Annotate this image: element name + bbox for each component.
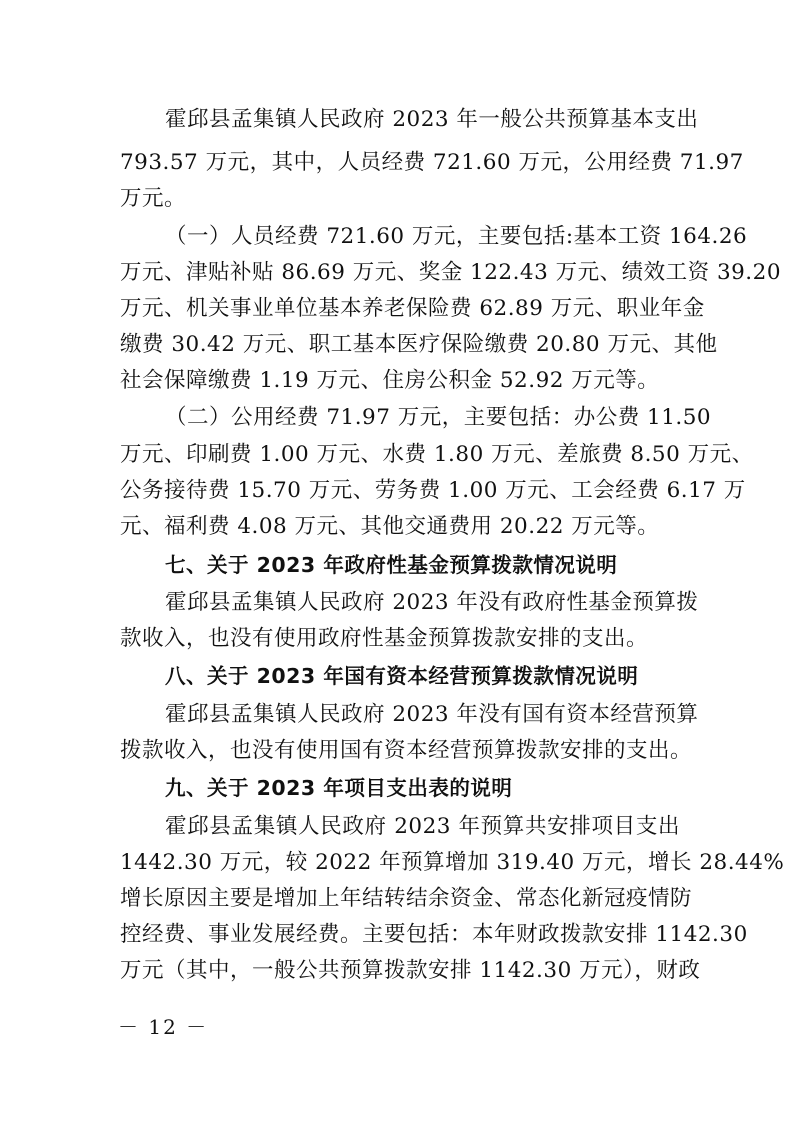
- paragraph-line: 霍邱县孟集镇人民政府 2023 年没有政府性基金预算拨: [165, 590, 699, 615]
- paragraph-line: 霍邱县孟集镇人民政府 2023 年一般公共预算基本支出: [165, 107, 699, 132]
- paragraph-line: 款收入，也没有使用政府性基金预算拨款安排的支出。: [120, 626, 649, 651]
- paragraph-line: 增长原因主要是增加上年结转结余资金、常态化新冠疫情防: [120, 886, 693, 911]
- paragraph-line: 社会保障缴费 1.19 万元、住房公积金 52.92 万元等。: [120, 368, 660, 393]
- paragraph-line: 霍邱县孟集镇人民政府 2023 年没有国有资本经营预算: [165, 702, 699, 727]
- paragraph-line: 万元、津贴补贴 86.69 万元、奖金 122.43 万元、绩效工资 39.20: [120, 260, 782, 285]
- paragraph-line: 拨款收入，也没有使用国有资本经营预算拨款安排的支出。: [120, 738, 693, 763]
- section-heading-7: 七、关于 2023 年政府性基金预算拨款情况说明: [165, 553, 618, 577]
- paragraph-line: 霍邱县孟集镇人民政府 2023 年预算共安排项目支出: [165, 814, 680, 839]
- paragraph-line: 控经费、事业发展经费。主要包括：本年财政拨款安排 1142.30: [120, 922, 748, 947]
- paragraph-line: 万元、印刷费 1.00 万元、水费 1.80 万元、差旅费 8.50 万元、: [120, 442, 754, 467]
- paragraph-line: 元、福利费 4.08 万元、其他交通费用 20.22 万元等。: [120, 514, 660, 539]
- paragraph-line: 793.57 万元，其中，人员经费 721.60 万元，公用经费 71.97: [120, 150, 744, 175]
- paragraph-line: 万元。: [120, 186, 187, 211]
- paragraph-line: （一）人员经费 721.60 万元，主要包括:基本工资 164.26: [165, 224, 748, 249]
- section-heading-8: 八、关于 2023 年国有资本经营预算拨款情况说明: [165, 664, 639, 688]
- paragraph-line: 万元（其中，一般公共预算拨款安排 1142.30 万元），财政: [120, 958, 701, 983]
- page-number: － 12 －: [118, 1015, 209, 1039]
- paragraph-line: 万元、机关事业单位基本养老保险费 62.89 万元、职业年金: [120, 296, 705, 321]
- paragraph-line: 缴费 30.42 万元、职工基本医疗保险缴费 20.80 万元、其他: [120, 332, 718, 357]
- section-heading-9: 九、关于 2023 年项目支出表的说明: [165, 776, 513, 800]
- paragraph-line: 1442.30 万元，较 2022 年预算增加 319.40 万元，增长 28.44%: [120, 850, 785, 875]
- paragraph-line: 公务接待费 15.70 万元、劳务费 1.00 万元、工会经费 6.17 万: [120, 478, 746, 503]
- paragraph-line: （二）公用经费 71.97 万元，主要包括：办公费 11.50: [165, 405, 712, 430]
